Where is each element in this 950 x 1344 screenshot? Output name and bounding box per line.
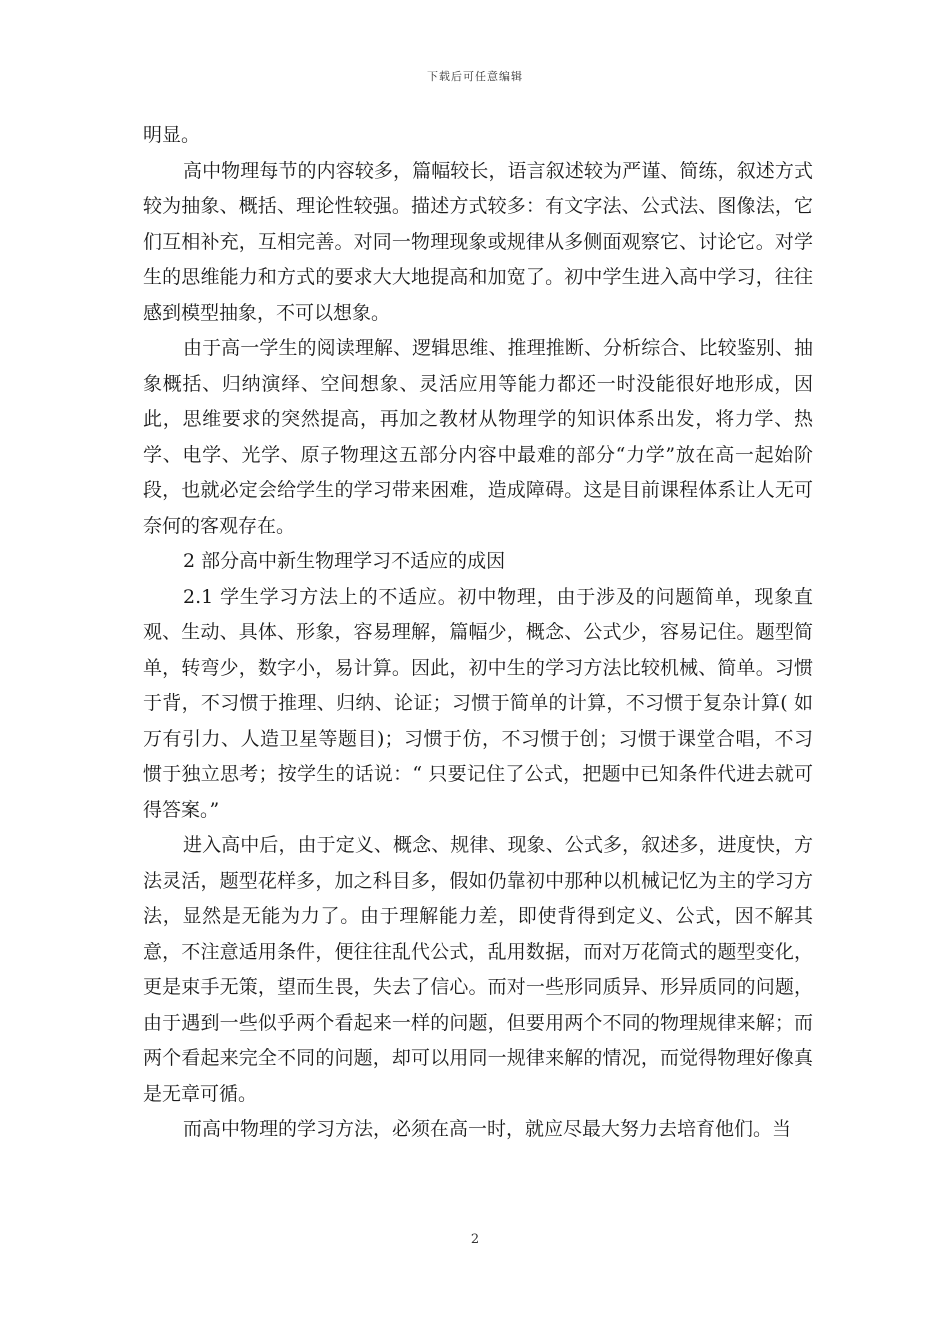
paragraph: 明显。 [143,124,201,146]
document-body [143,118,813,1148]
paragraph: 高中物理每节的内容较多，篇幅较长，语言叙述较为严谨、简练，叙述方式较为抽象、概括、理论性较强。描述方式较多：有文字法、公式法、图像法，它们互相补充，互相完善。对同一物理现象或规律从多侧面观察它、讨论它。对学生的思维能力和方式的要求大大地提高和加宽了。初中学生进入高中学习，往往感到模型抽象，不可以想象。 [143,159,813,324]
section-heading: 2 部分高中新生物理学习不适应的成因 [183,550,506,572]
paragraph: 由于高一学生的阅读理解、逻辑思维、推理推断、分析综合、比较鉴别、抽象概括、归纳演绎、空间想象、灵活应用等能力都还一时没能很好地形成，因此，思维要求的突然提高，再加之教材从物理学的知识体系出发，将力学、热学、电学、光学、原子物理这五部分内容中最难的部分“力学”放在高一起始阶段，也就必定会给学生的学习带来困难，造成障碍。这是目前课程体系让人无可奈何的客观存在。 [143,337,813,537]
paragraph: 2.1 学生学习方法上的不适应。初中物理，由于涉及的问题简单，现象直观、生动、具体、形象，容易理解，篇幅少，概念、公式少，容易记住。题型简单，转弯少，数字小，易计算。因此，初中生的学习方法比较机械、简单。习惯于背，不习惯于推理、归纳、论证；习惯于简单的计算，不习惯于复杂计算( 如万有引力、人造卫星等题目)；习惯于仿，不习惯于创；习惯于课堂合唱，不习惯于独立思考；按学生的话说：“ 只要记住了公式，把题中已知条件代进去就可得答案。” [143,585,813,821]
paragraph: 而高中物理的学习方法，必须在高一时，就应尽最大努力去培育他们。当 [183,1118,792,1140]
page-number: 2 [470,1232,480,1247]
paragraph: 进入高中后，由于定义、概念、规律、现象、公式多，叙述多，进度快，方法灵活，题型花样多，加之科目多，假如仍靠初中那种以机械记忆为主的学习方法，显然是无能为力了。由于理解能力差，即使背得到定义、公式，因不解其意，不注意适用条件，便往往乱代公式，乱用数据，而对万花筒式的题型变化，更是束手无策，望而生畏，失去了信心。而对一些形同质异、形异质同的问题，由于遇到一些似乎两个看起来一样的问题，但要用两个不同的物理规律来解；而两个看起来完全不同的问题，却可以用同一规律来解的情况，而觉得物理好像真是无章可循。 [143,834,813,1105]
page-header: 下载后可任意编辑 [427,70,523,83]
